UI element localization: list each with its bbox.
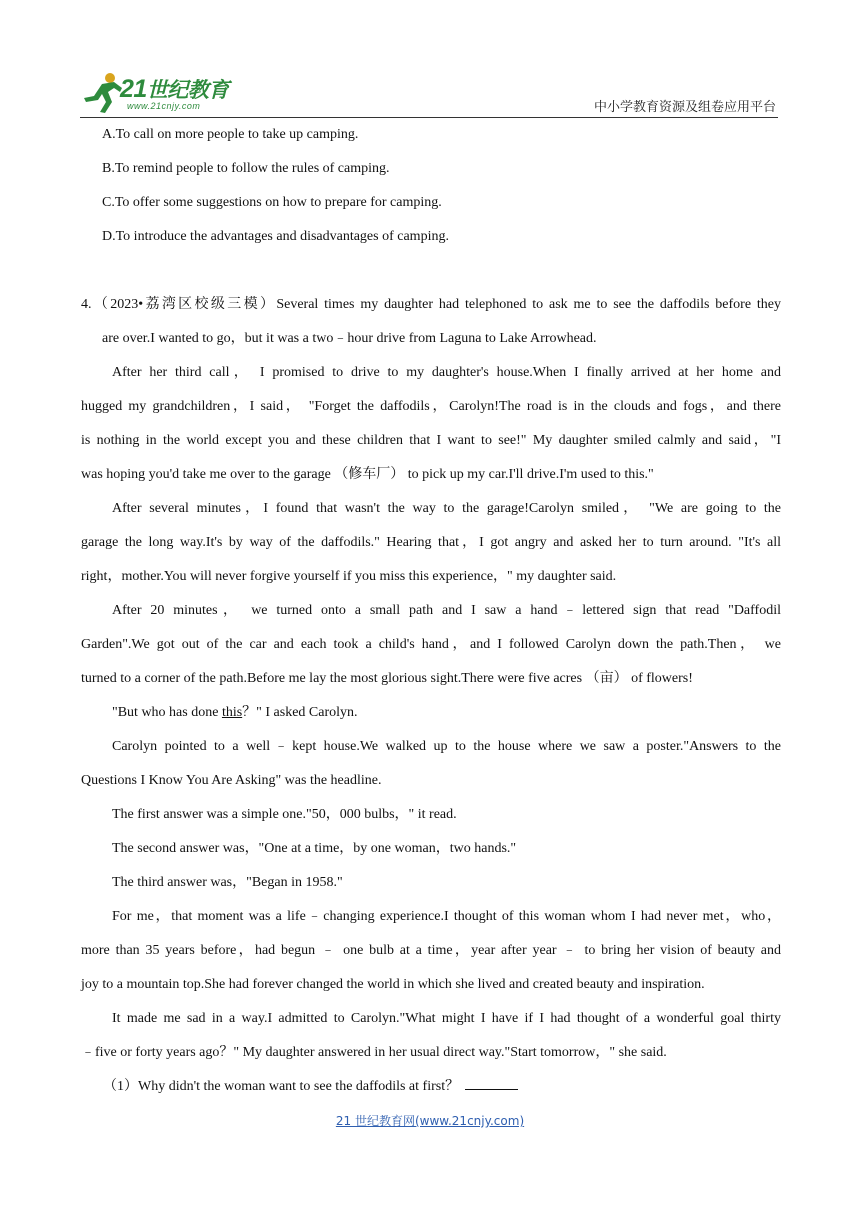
document-body <box>81 118 781 1104</box>
underlined-word: this <box>221 705 243 720</box>
passage-line: Questions I Know You Are Asking" was the headline. <box>81 773 382 788</box>
passage-line: It made me sad in a way.I admitted to Carolyn."What might I have if I had thought of a wonderful goal thirty <box>112 1011 781 1026</box>
passage-line: Garden".We got out of the car and each took a child's hand，and I followed Carolyn down the path.Then， we <box>81 637 781 652</box>
passage-line: right，mother.You will never forgive yourself if you miss this experience，" my daughter said. <box>81 569 617 584</box>
footer-link[interactable]: 21 世纪教育网(www.21cnjy.com) <box>335 1114 525 1128</box>
passage-line: more than 35 years before，had begun ﹣ one bulb at a time，year after year ﹣ to bring her vision of beauty and <box>81 943 781 958</box>
passage-line: The first answer was a simple one."50，000 bulbs，" it read. <box>112 807 457 822</box>
passage-line: For me，that moment was a life﹣changing experience.I thought of this woman whom I had never met，who， <box>112 909 781 924</box>
answer-blank[interactable] <box>465 1071 518 1090</box>
spacer <box>81 254 781 288</box>
option-d: D.To introduce the advantages and disadvantages of camping. <box>102 229 449 244</box>
option-b: B.To remind people to follow the rules of camping. <box>102 161 390 176</box>
passage-line: ﹣five or forty years ago？" My daughter answered in her usual direct way."Start tomorrow，" she said. <box>81 1045 667 1060</box>
option-a: A.To call on more people to take up camping. <box>102 127 359 142</box>
passage-line: After her third call， I promised to drive to my daughter's house.When I finally arrived at her home and <box>112 365 781 380</box>
passage-line: The third answer was，"Began in 1958." <box>112 875 343 890</box>
passage-line: joy to a mountain top.She had forever changed the world in which she lived and created beauty and inspiration. <box>81 977 705 992</box>
passage-line: "But who has done this？" I asked Carolyn. <box>112 705 358 720</box>
passage-line: is nothing in the world except you and these children that I want to see!" My daughter smiled calmly and said，"I <box>81 433 781 448</box>
platform-title: 中小学教育资源及组卷应用平台 <box>593 100 776 115</box>
passage-line: turned to a corner of the path.Before me lay the most glorious sight.There were five acres （亩） of flowers! <box>81 671 693 686</box>
sub-question-1: （1）Why didn't the woman want to see the daffodils at first？ <box>81 1070 781 1104</box>
question-4-stem: 4.（2023•荔湾区校级三模）Several times my daughter had telephoned to ask me to see the daffodils before they <box>81 297 781 312</box>
page-header <box>80 66 778 118</box>
passage-line: garage the long way.It's by way of the daffodils." Hearing that，I got angry and asked her to turn around. "It's all <box>81 535 781 550</box>
option-c: C.To offer some suggestions on how to prepare for camping. <box>102 195 442 210</box>
passage-line: The second answer was，"One at a time，by one woman，two hands." <box>112 841 517 856</box>
runner-logo-icon <box>80 70 124 114</box>
question-4-stem-cont: are over.I wanted to go，but it was a two﹣hour drive from Laguna to Lake Arrowhead. <box>102 331 597 346</box>
passage-line: After 20 minutes， we turned onto a small path and I saw a hand﹣lettered sign that read "Daffodil <box>112 603 781 618</box>
passage-line: was hoping you'd take me over to the garage （修车厂） to pick up my car.I'll drive.I'm used to this." <box>81 467 654 482</box>
passage-line: Carolyn pointed to a well﹣kept house.We walked up to the house where we saw a poster."Answers to the <box>112 739 781 754</box>
passage-line: hugged my grandchildren，I said， "Forget the daffodils，Carolyn!The road is in the clouds and fogs，and there <box>81 399 781 414</box>
logo-wordmark: 21世纪教育 <box>120 75 229 103</box>
logo-url: www.21cnjy.com <box>127 101 201 111</box>
logo <box>80 68 280 116</box>
passage-line: After several minutes，I found that wasn't the way to the garage!Carolyn smiled， "We are going to the <box>112 501 781 516</box>
